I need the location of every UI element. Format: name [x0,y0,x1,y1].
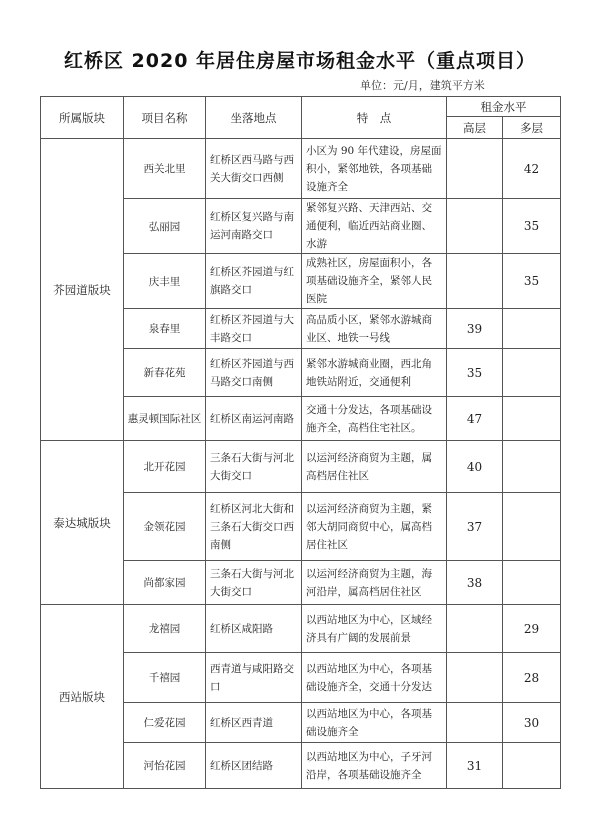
rent-high: 31 [447,743,503,789]
project-location: 红桥区西青道 [206,703,302,743]
header-project: 项目名称 [124,97,206,139]
table-body [41,139,561,789]
sector-cell: 芥园道版块 [41,139,124,441]
project-features: 紧邻水游城商业圈，西北角地铁站附近，交通便利 [302,349,447,397]
project-name: 尚都家园 [124,561,206,605]
rent-high [447,139,503,199]
project-location: 红桥区团结路 [206,743,302,789]
rent-multi: 42 [503,139,561,199]
project-features: 以西站地区为中心，区域经济具有广阔的发展前景 [302,605,447,653]
rent-table [40,96,561,789]
project-location: 西青道与咸阳路交口 [206,653,302,703]
project-name: 河怡花园 [124,743,206,789]
rent-high: 37 [447,493,503,561]
rent-multi [503,397,561,441]
project-name: 仁爱花园 [124,703,206,743]
project-features: 小区为 90 年代建设，房屋面积小，紧邻地铁，各项基础设施齐全 [302,139,447,199]
project-features: 交通十分发达，各项基础设施齐全，高档住宅社区。 [302,397,447,441]
table-row [41,605,561,653]
project-location: 红桥区南运河南路 [206,397,302,441]
rent-multi [503,309,561,349]
project-name: 金领花园 [124,493,206,561]
project-name: 弘丽园 [124,199,206,254]
project-features: 以运河经济商贸为主题，海河沿岸，属高档居住社区 [302,561,447,605]
table-row [41,441,561,493]
project-location: 红桥区芥园道与大丰路交口 [206,309,302,349]
header-sector: 所属版块 [41,97,124,139]
rent-high [447,703,503,743]
project-location: 三条石大街与河北大街交口 [206,561,302,605]
project-features: 成熟社区，房屋面积小，各项基础设施齐全，紧邻人民医院 [302,254,447,309]
rent-multi [503,493,561,561]
rent-high: 38 [447,561,503,605]
project-name: 千禧园 [124,653,206,703]
project-name: 泉春里 [124,309,206,349]
project-features: 紧邻复兴路、天津西站、交通便利，临近西站商业圈、水游 [302,199,447,254]
project-location: 红桥区芥园道与西马路交口南侧 [206,349,302,397]
rent-multi [503,441,561,493]
rent-multi: 28 [503,653,561,703]
rent-high: 35 [447,349,503,397]
project-location: 三条石大街与河北大街交口 [206,441,302,493]
rent-high: 47 [447,397,503,441]
rent-high [447,605,503,653]
project-name: 惠灵顿国际社区 [124,397,206,441]
rent-multi [503,349,561,397]
rent-high: 40 [447,441,503,493]
header-features: 特 点 [302,97,447,139]
rent-high [447,254,503,309]
project-name: 龙禧园 [124,605,206,653]
project-features: 以运河经济商贸为主题，属高档居住社区 [302,441,447,493]
sector-cell: 西站版块 [41,605,124,789]
project-name: 庆丰里 [124,254,206,309]
project-features: 以西站地区为中心，子牙河沿岸，各项基础设施齐全 [302,743,447,789]
unit-note: 单位：元/月，建筑平方米 [360,79,485,92]
rent-multi: 35 [503,254,561,309]
header-location: 坐落地点 [206,97,302,139]
rent-multi: 35 [503,199,561,254]
rent-high [447,653,503,703]
project-name: 新春花苑 [124,349,206,397]
project-features: 以运河经济商贸为主题，紧邻大胡同商贸中心，属高档居住社区 [302,493,447,561]
header-rent-level: 租金水平 [447,97,561,117]
rent-high [447,199,503,254]
project-location: 红桥区复兴路与南运河南路交口 [206,199,302,254]
page-title: 红桥区 2020 年居住房屋市场租金水平（重点项目） [63,50,537,72]
sector-cell: 泰达城版块 [41,441,124,605]
project-name: 西关北里 [124,139,206,199]
project-location: 红桥区芥园道与红旗路交口 [206,254,302,309]
rent-multi: 30 [503,703,561,743]
rent-multi [503,743,561,789]
header-multi-storey: 多层 [503,117,561,139]
project-name: 北开花园 [124,441,206,493]
rent-multi [503,561,561,605]
project-features: 以西站地区为中心，各项基础设施齐全 [302,703,447,743]
table-row [41,139,561,199]
project-location: 红桥区河北大街和三条石大街交口西南侧 [206,493,302,561]
project-location: 红桥区西马路与西关大街交口西侧 [206,139,302,199]
project-features: 高品质小区，紧邻水游城商业区、地铁一号线 [302,309,447,349]
project-location: 红桥区咸阳路 [206,605,302,653]
project-features: 以西站地区为中心，各项基础设施齐全，交通十分发达 [302,653,447,703]
rent-high: 39 [447,309,503,349]
rent-multi: 29 [503,605,561,653]
table-header [41,97,561,139]
header-high-rise: 高层 [447,117,503,139]
